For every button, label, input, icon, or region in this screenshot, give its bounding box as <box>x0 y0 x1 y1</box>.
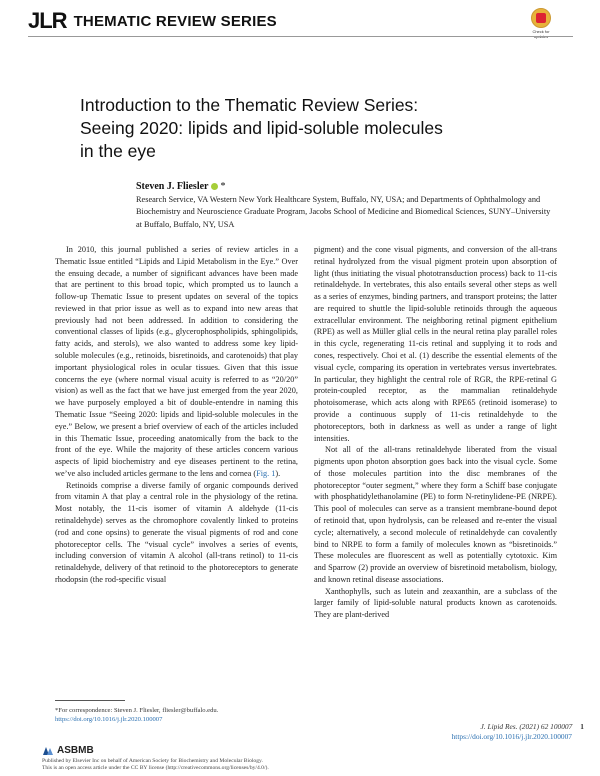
crossmark-text: Check for <box>532 29 550 34</box>
publisher-note <box>42 758 562 772</box>
paragraph: Retinoids comprise a diverse family of organic compounds derived from vitamin A that play a central role in the physiology of the retina. Most notably, the 11-cis isomer of vitamin A aldehyde (11-cis retinaldehyde) serves as the chromophore covalently linked to proteins (rod and cone opsins) to generate the visual pigments of rod and cone photoreceptor cells. The “visual cycle” involves a series of events, including conversion of vitamin A alcohol (all-trans retinol) to 11-cis retinaldehyde, delivery of that retinoid to the photoreceptors to generate rhodopsin (the rod-specific visual <box>55 480 298 584</box>
footnote-doi-link[interactable]: https://doi.org/10.1016/j.jlr.2020.100007 <box>55 716 163 723</box>
journal-header <box>28 10 277 32</box>
author-marks: * <box>220 181 226 192</box>
paragraph: In 2010, this journal published a series of review articles in a Thematic Issue entitled “Lipids and Lipid Metabolism in the Eye.” Over the ensuing decade, a number of significant advances have been made that are pertinent to this broad topic, which prompted us to launch a follow-up Thematic Issue to present updates on several of the topics reviewed in that prior issue as well as to expand into new areas that previously had not been addressed. In addition to considering the conventional classes of lipids (e.g., glycerophospholipids, sphingolipids, fatty acids, and sterols), we also wanted to address some key lipid-soluble molecules (e.g., retinoids, bisretinoids, and carotenoids) that play important physiological roles in ocular tissues. Given that this issue concerns the eye (where normal visual acuity is referred to as “20/20” vision) as well as the fact that we have just emerged from the year 2020, we have purposely employed a bit of double-entendre in naming this Thematic Issue “Seeing 2020: lipids and lipid-soluble molecules in the eye.” Below, we present a brief overview of each of the articles included in this Thematic Issue, proceeding anatomically from the back to the front of the eye. While the majority of these articles concern various aspects of lipid biochemistry and eye diseases pertinent to the retina, we’ve also included articles germane to the lens and cornea (Fig. 1). <box>55 245 298 478</box>
correspondence-note: *For correspondence: Steven J. Fliesler, fliesler@buffalo.edu. <box>55 707 219 714</box>
article-title <box>80 94 550 163</box>
citation: J. Lipid Res. (2021) 62 100007 <box>480 722 573 731</box>
figure-link[interactable]: Fig. 1 <box>256 468 276 478</box>
title-line: Seeing 2020: lipids and lipid-soluble molecules <box>80 118 443 138</box>
author-name[interactable]: Steven J. Fliesler <box>136 181 209 192</box>
journal-logo: JLR <box>28 8 67 33</box>
page-number: 1 <box>580 722 584 731</box>
footnote <box>55 706 315 724</box>
asbmb-brand: ASBMB <box>57 745 94 756</box>
paragraph: Not all of the all-trans retinaldehyde liberated from the visual pigments upon photon absorption goes back into the visual cycle. Some of those molecules partition into the disc membranes of the photoreceptor “outer segment,” where they form a Schiff base conjugate with phosphatidylethanolamine (PE) to form N-retinylidene-PE (NRPE). This pool of molecules can serve as a transient membrane-bound depot of retinoid that, upon hydrolysis, can be released and re-enter the visual cycle; alternatively, a second molecule of retinaldehyde can covalently bind to NRPE to form a family of molecules known as “bisretinoids.” These molecules are fluorescent as well as potentially cytotoxic. Kim and Sparrow (2) provide an overview of bisretinoid metabolism, biology, and known retinal disease associations. <box>314 445 557 584</box>
series-label: THEMATIC REVIEW SERIES <box>73 12 277 30</box>
title-line: Introduction to the Thematic Review Series: <box>80 95 419 115</box>
affiliation: Research Service, VA Western New York Healthcare System, Buffalo, NY, USA; and Departments of Ophthalmology and Biochemistry and Neuroscience Graduate Program, Jacobs School of Medicine and Biomedical Sciences, SUNY–University at Buffalo, Buffalo, NY, USA <box>136 195 551 229</box>
body-column-left <box>55 244 298 586</box>
asbmb-icon <box>42 746 54 756</box>
body-column-right <box>314 244 557 621</box>
title-line: in the eye <box>80 141 156 161</box>
crossmark-icon <box>531 8 551 28</box>
journal-citation <box>314 722 584 742</box>
footnote-rule <box>55 700 125 701</box>
author-line <box>136 181 225 192</box>
publisher-line: Published by Elsevier Inc on behalf of American Society for Biochemistry and Molecular Biology. <box>42 758 263 764</box>
journal-doi-link[interactable]: https://doi.org/10.1016/j.jlr.2020.100007 <box>451 732 572 741</box>
orcid-icon[interactable] <box>211 183 218 190</box>
paragraph: pigment) and the cone visual pigments, and conversion of the all-trans retinal hydrolyzed from the visual pigment protein upon absorption of light (thus initiating the visual phototransduction process) back to 11-cis retinaldehyde. In vertebrates, this also entails several other steps as well as a series of enzymes, binding partners, and transport proteins; the latter are required to shuttle the lipid-soluble retinoids through the aqueous extracellular environment. The neighboring retinal pigment epithelium (RPE) as well as Müller glial cells in the neural retina play parallel roles in this cycle, regenerating 11-cis retinal and supplying it to rods and cones, respectively. Choi et al. (1) describe the essential elements of the visual cycle, comparing its operation in vertebrates versus invertebrates. In particular, they highlight the central role of RGR, the RPE-retinal G protein-coupled receptor, as the mammalian retinaldehyde photoisomerase, which acts along with RPE65 (retinoid isomerase) to provide a continuous supply of 11-cis retinaldehyde to the photoreceptors, both in darkness as well as under a range of light intensities. <box>314 245 557 443</box>
crossmark-badge[interactable] <box>530 8 552 38</box>
license-line[interactable]: This is an open access article under the CC BY license (http://creativecommons.org/licenses/by/4.0/). <box>42 765 269 772</box>
publisher-logo <box>42 745 94 756</box>
paragraph: Xanthophylls, such as lutein and zeaxanthin, are a subclass of the larger family of lipid-soluble natural products known as carotenoids. They are plant-derived <box>314 586 557 620</box>
header-rule <box>28 36 573 37</box>
